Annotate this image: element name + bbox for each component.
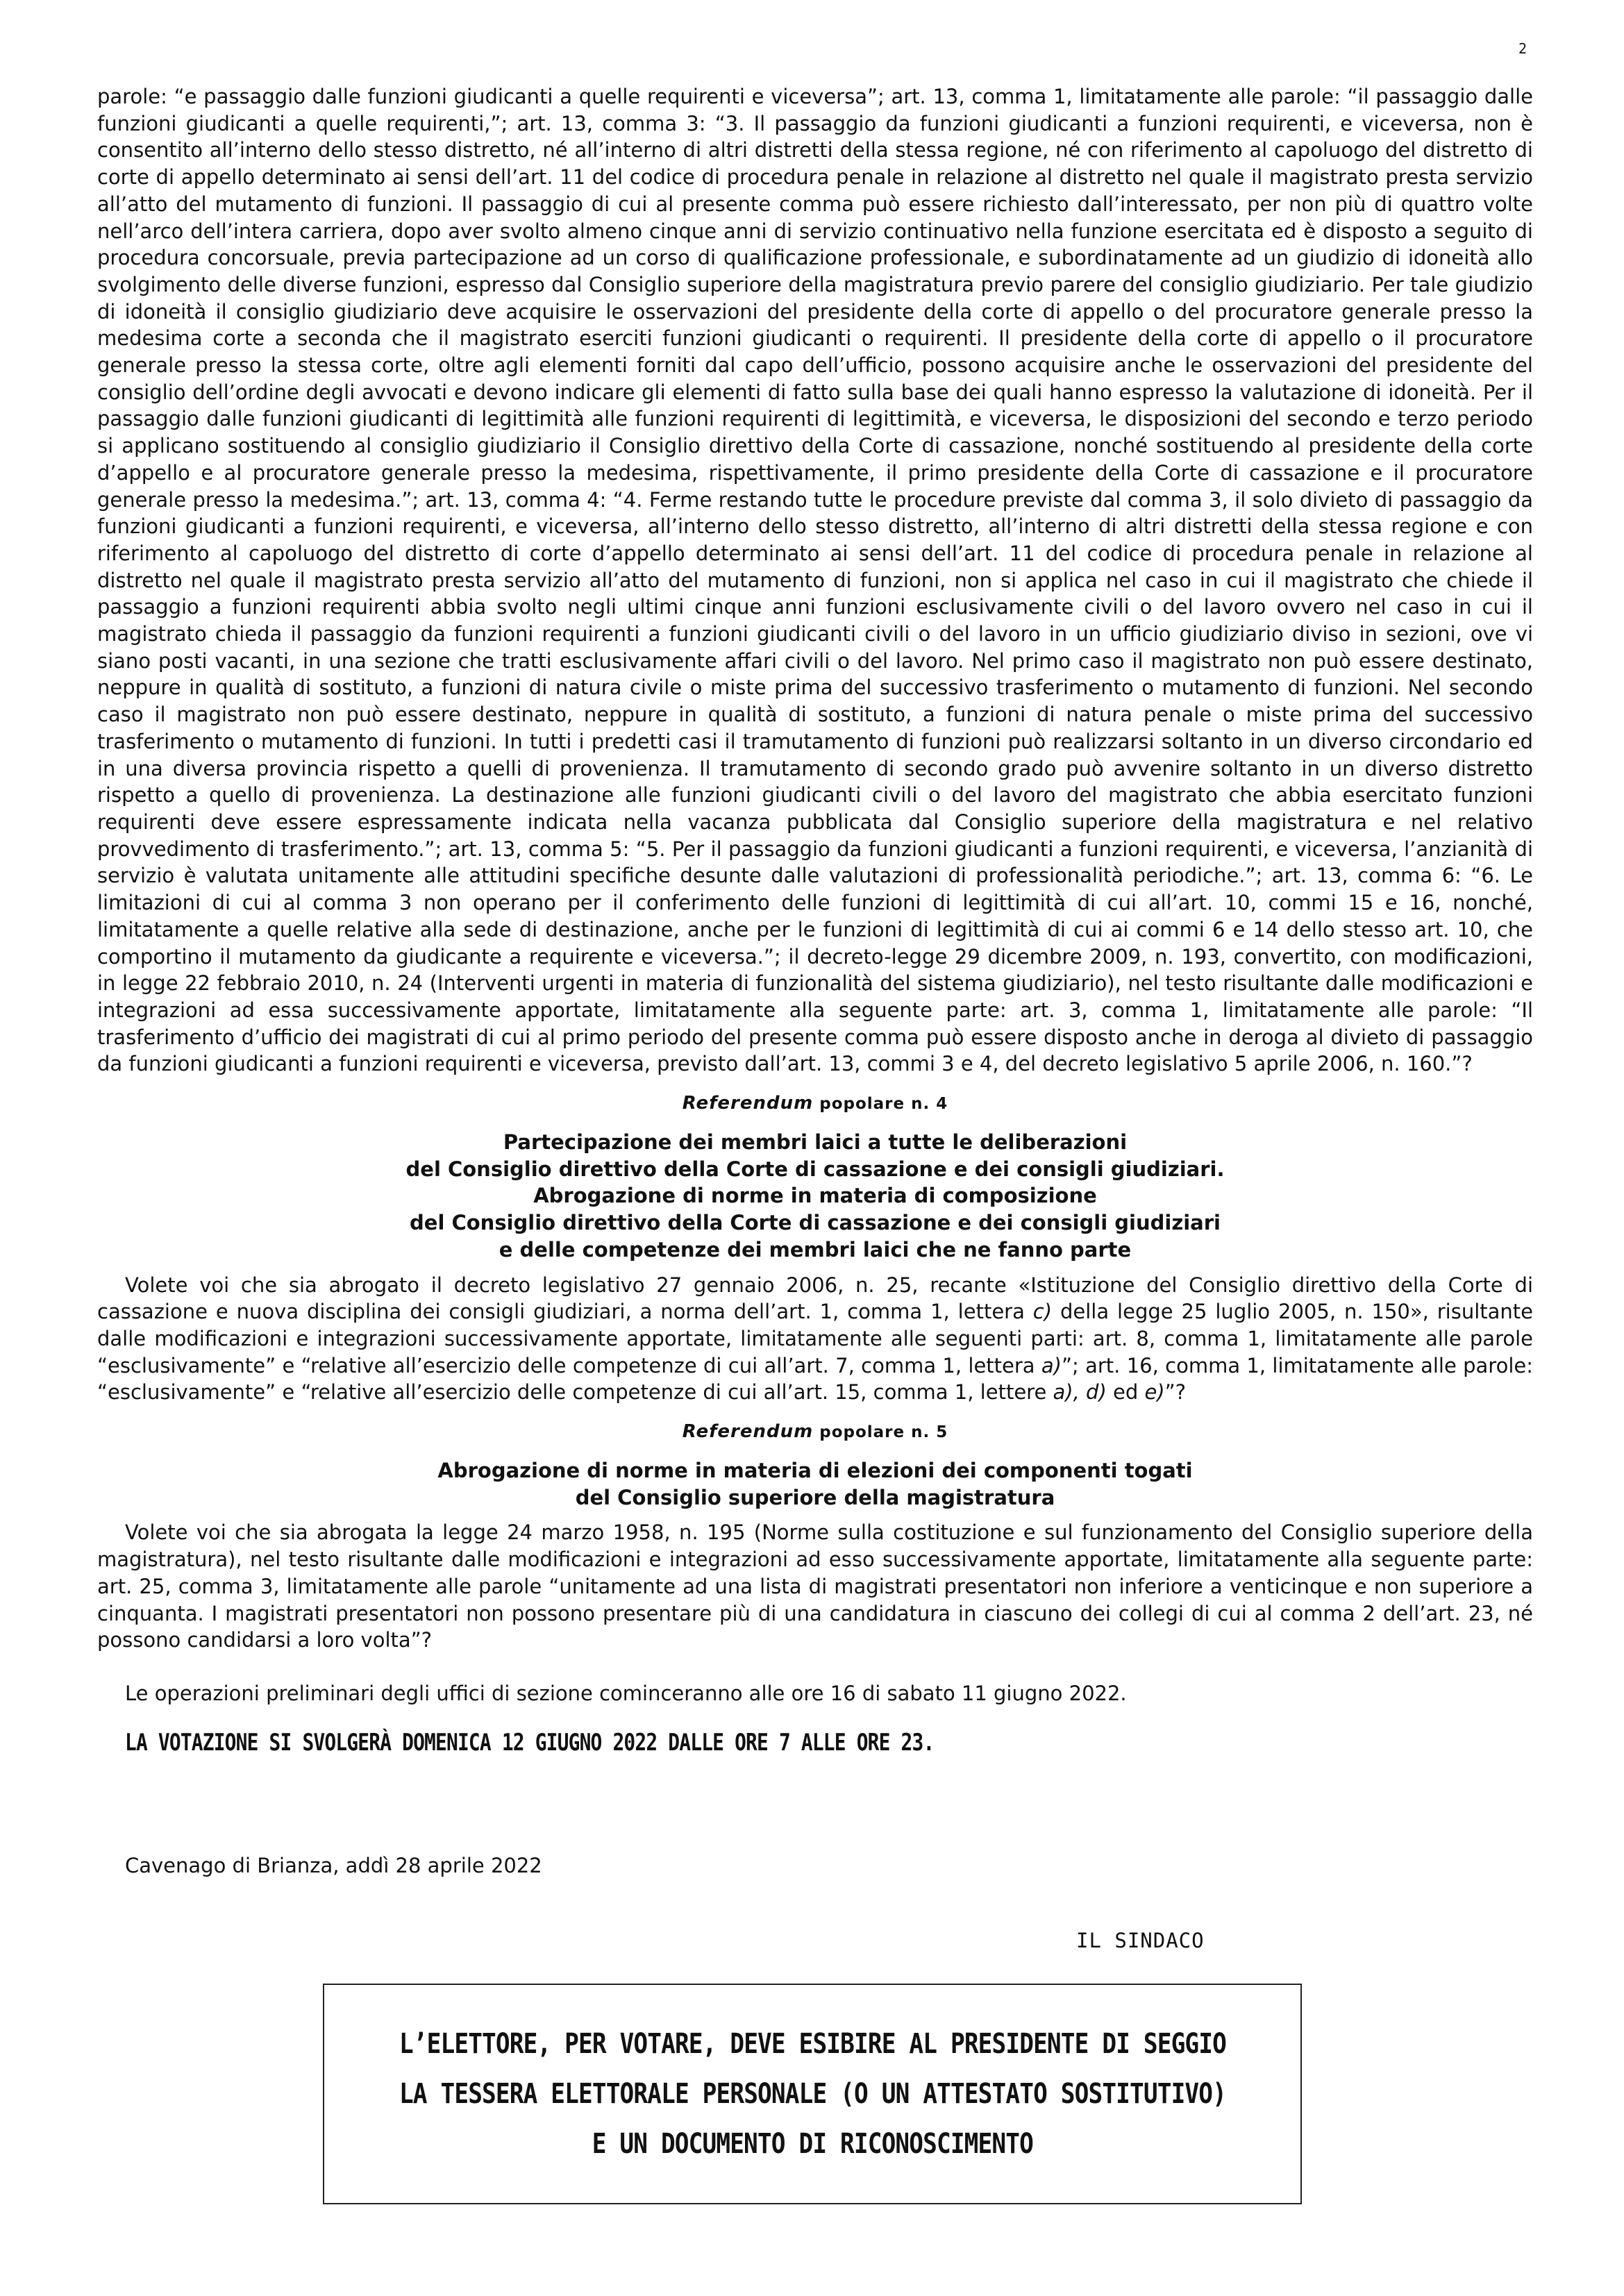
document-body: [97, 83, 1533, 1877]
question-text: della legge 25 luglio 2005, n. 150», risultante dalle modificazioni e integrazioni successivamente apportate, limitatamente alle seguenti parti: art. 8, comma 1, limitatamente alle parole “esclusivamente” e “relative all’esercizio delle competenze di cui all’art. 7, comma 1, lettera: [97, 1300, 1533, 1377]
notice-line: LA TESSERA ELETTORALE PERSONALE (O UN ATTESTATO SOSTITUTIVO): [399, 2078, 1226, 2110]
question-letter: e): [1144, 1380, 1165, 1405]
question-letter: a), d): [1053, 1380, 1107, 1405]
referendum-5-label-italic: Referendum: [682, 1421, 814, 1443]
page-number: 2: [1518, 40, 1527, 57]
question-text: ”; art. 16, comma 1, limitatamente alle parole: “esclusivamente” e “relative all’esercizio delle competenze di cui all’art. 15, comma 1, lettere: [97, 1353, 1534, 1405]
referendum-4-question: [97, 1272, 1533, 1407]
continuation-paragraph: parole: “e passaggio dalle funzioni giudicanti a quelle requirenti e viceversa”; art. 13, comma 1, limitatamente alle parole: “il passaggio dalle funzioni giudicanti a quelle requirenti,”; art. 13, comma 3: “3. Il passaggio da funzioni giudicanti a funzioni requirenti, e viceversa, non è consentito all’interno dello stesso distretto, né all’interno di altri distretti della stessa regione, né con riferimento al capoluogo del distretto di corte di appello determinato ai sensi dell’art. 11 del codice di procedura penale in relazione al distretto nel quale il magistrato presta servizio all’atto del mutamento di funzioni. Il passaggio di cui al presente comma può essere richiesto dall’interessato, per non più di quattro volte nell’arco dell’intera carriera, dopo aver svolto almeno cinque anni di servizio continuativo nella funzione esercitata ed è disposto a seguito di procedura concorsuale, previa partecipazione ad un corso di qualificazione professionale, e subordinatamente ad un giudizio di idoneità allo svolgimento delle diverse funzioni, espresso dal Consiglio superiore della magistratura previo parere del consiglio giudiziario. Per tale giudizio di idoneità il consiglio giudiziario deve acquisire le osservazioni del presidente della corte di appello o del procuratore generale presso la medesima corte a seconda che il magistrato eserciti funzioni giudicanti o requirenti. Il presidente della corte di appello o il procuratore generale presso la stessa corte, oltre agli elementi forniti dal capo dell’ufficio, possono acquisire anche le osservazioni del presidente del consiglio dell’ordine degli avvocati e devono indicare gli elementi di fatto sulla base dei quali hanno espresso la valutazione di idoneità. Per il passaggio dalle funzioni giudicanti di legittimità alle funzioni requirenti di legittimità, e viceversa, le disposizioni del secondo e terzo periodo si applicano sostituendo al consiglio giudiziario il Consiglio direttivo della Corte di cassazione, nonché sostituendo al presidente della corte d’appello e al procuratore generale presso la medesima, rispettivamente, il primo presidente della Corte di cassazione e il procuratore generale presso la medesima.”; art. 13, comma 4: “4. Ferme restando tutte le procedure previste dal comma 3, il solo divieto di passaggio da funzioni giudicanti a funzioni requirenti, e viceversa, all’interno dello stesso distretto, all’interno di altri distretti della stessa regione e con riferimento al capoluogo del distretto di corte d’appello determinato ai sensi dell’art. 11 del codice di procedura penale in relazione al distretto nel quale il magistrato presta servizio all’atto del mutamento di funzioni, non si applica nel caso in cui il magistrato che chiede il passaggio a funzioni requirenti abbia svolto negli ultimi cinque anni funzioni esclusivamente civili o del lavoro ovvero nel caso in cui il magistrato chieda il passaggio da funzioni requirenti a funzioni giudicanti civili o del lavoro in un ufficio giudiziario diviso in sezioni, ove vi siano posti vacanti, in una sezione che tratti esclusivamente affari civili o del lavoro. Nel primo caso il magistrato non può essere destinato, neppure in qualità di sostituto, a funzioni di natura civile o miste prima del successivo trasferimento o mutamento di funzioni. Nel secondo caso il magistrato non può essere destinato, neppure in qualità di sostituto, a funzioni di natura penale o miste prima del successivo trasferimento o mutamento di funzioni. In tutti i predetti casi il tramutamento di funzioni può realizzarsi soltanto in un diverso circondario ed in una diversa provincia rispetto a quelli di provenienza. Il tramutamento di secondo grado può avvenire soltanto in un diverso distretto rispetto a quello di provenienza. La destinazione alle funzioni giudicanti civili o del lavoro del magistrato che abbia esercitato funzioni requirenti deve essere espressamente indicata nella vacanza pubblicata dal Consiglio superiore della magistratura e nel relativo provvedimento di trasferimento.”; art. 13, comma 5: “5. Per il passaggio da funzioni giudicanti a funzioni requirenti, e viceversa, l’anzianità di servizio è valutata unitamente alle attitudini specifiche desunte dalle valutazioni di professionalità periodiche.”; art. 13, comma 6: “6. Le limitazioni di cui al comma 3 non operano per il conferimento delle funzioni di legittimità di cui all’art. 10, commi 15 e 16, nonché, limitatamente a quelle relative alla sede di destinazione, anche per le funzioni di legittimità di cui ai commi 6 e 14 dello stesso art. 10, che comportino il mutamento da giudicante a requirente e viceversa.”; il decreto-legge 29 dicembre 2009, n. 193, convertito, con modificazioni, in legge 22 febbraio 2010, n. 24 (Interventi urgenti in materia di funzionalità del sistema giudiziario), nel testo risultante dalle modificazioni e integrazioni ad essa successivamente apportate, limitatamente alla seguente parte: art. 3, comma 1, limitatamente alle parole: “Il trasferimento d’ufficio dei magistrati di cui al primo periodo del presente comma può essere disposto anche in deroga al divieto di passaggio da funzioni giudicanti a funzioni requirenti e viceversa, previsto dall’art. 13, commi 3 e 4, del decreto legislativo 5 aprile 2006, n. 160.”?: [97, 85, 1533, 1076]
referendum-4-label-italic: Referendum: [682, 1093, 814, 1114]
question-letter: c): [1032, 1300, 1053, 1324]
referendum-4-title-line: del Consiglio direttivo della Corte di cassazione e dei consigli giudiziari.: [405, 1157, 1225, 1181]
referendum-5-label: popolare n. 5: [819, 1423, 948, 1442]
referendum-4-title-line: Partecipazione dei membri laici a tutte le deliberazioni: [503, 1130, 1128, 1155]
referendum-5-title-line: Abrogazione di norme in materia di elezioni dei componenti togati: [437, 1459, 1193, 1483]
referendum-4-title-line: Abrogazione di norme in materia di composizione: [533, 1184, 1097, 1208]
vote-notice: LA VOTAZIONE SI SVOLGERÀ DOMENICA 12 GIUGNO 2022 DALLE ORE 7 ALLE ORE 23.: [125, 1728, 935, 1757]
referendum-4-title: [97, 1129, 1533, 1264]
referendum-4-heading: [97, 1093, 1533, 1114]
notice-line: L’ELETTORE, PER VOTARE, DEVE ESIBIRE AL PRESIDENTE DI SEGGIO: [399, 2028, 1226, 2060]
referendum-5-heading: [97, 1421, 1533, 1442]
question-letter: a): [1041, 1353, 1062, 1377]
referendum-4-title-line: del Consiglio direttivo della Corte di cassazione e dei consigli giudiziari: [410, 1211, 1221, 1235]
referendum-4-label: popolare n. 4: [819, 1095, 948, 1114]
referendum-5-title: [97, 1457, 1533, 1511]
preliminary-operations: Le operazioni preliminari degli uffici di sezione cominceranno alle ore 16 di sabato 11 giugno 2022.: [125, 1681, 1127, 1705]
question-text: Volete voi che sia abrogato il decreto legislativo 27 gennaio 2006, n. 25, recante «Istituzione del Consiglio direttivo della Corte di cassazione e nuova disciplina dei consigli giudiziari, a norma dell’art. 1, comma 1, lettera: [97, 1273, 1533, 1324]
referendum-5-title-line: del Consiglio superiore della magistratura: [575, 1485, 1055, 1509]
voter-notice-box: [323, 1984, 1302, 2204]
notice-line: E UN DOCUMENTO DI RICONOSCIMENTO: [592, 2128, 1033, 2160]
signature-label: IL SINDACO: [1076, 1929, 1205, 1952]
place-date: Cavenago di Brianza, addì 28 aprile 2022: [125, 1853, 542, 1877]
referendum-5-question: Volete voi che sia abrogata la legge 24 marzo 1958, n. 195 (Norme sulla costituzione e sul funzionamento del Consiglio superiore della magistratura), nel testo risultante dalle modificazioni e integrazioni ad esso successivamente apportate, limitatamente alla seguente parte: art. 25, comma 3, limitatamente alle parole “unitamente ad una lista di magistrati presentatori non inferiore a venticinque e non superiore a cinquanta. I magistrati presentatori non possono presentare più di una candidatura in ciascuno dei collegi di cui al comma 2 dell’art. 23, né possono candidarsi a loro volta”?: [97, 1520, 1533, 1652]
question-text: ed: [1106, 1380, 1145, 1405]
referendum-4-title-line: e delle competenze dei membri laici che ne fanno parte: [499, 1237, 1132, 1262]
question-text: ”?: [1164, 1380, 1187, 1405]
